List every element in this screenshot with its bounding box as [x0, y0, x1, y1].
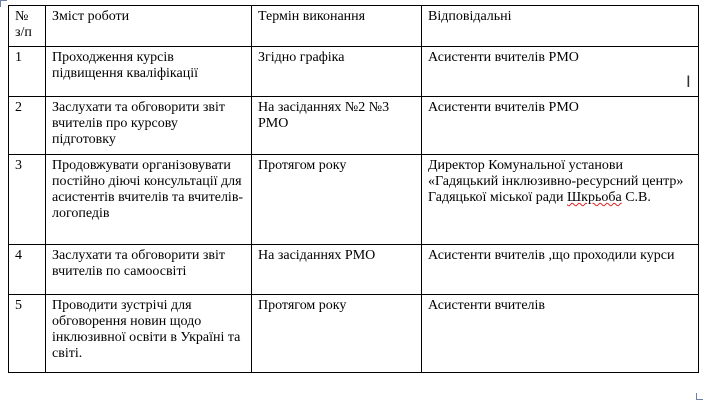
table-row: [9, 97, 699, 155]
cell-responsible[interactable]: Асистенти вчителів РМО: [422, 97, 699, 155]
cell-term[interactable]: Згідно графіка: [252, 47, 422, 97]
table-row: [9, 155, 699, 245]
spellcheck-flagged-name: Шкрьоба: [567, 190, 622, 205]
page-corner-marker: [0, 0, 7, 7]
cell-responsible[interactable]: Асистенти вчителів РМО: [422, 47, 699, 97]
cell-responsible[interactable]: Асистенти вчителів ,що проходили курси: [422, 245, 699, 295]
cell-content[interactable]: Продовжувати організовувати постійно діючі консультації для асистентів вчителів та вчителів-логопедів: [46, 155, 252, 245]
table-header-row: [9, 6, 699, 47]
header-content[interactable]: Зміст роботи: [46, 6, 252, 47]
cell-num[interactable]: 5: [9, 295, 46, 373]
cell-responsible[interactable]: [422, 155, 699, 245]
work-plan-table: [8, 5, 699, 373]
header-term[interactable]: Термін виконання: [252, 6, 422, 47]
cell-num[interactable]: 1: [9, 47, 46, 97]
end-of-table-marker: [696, 393, 703, 400]
table-row: [9, 295, 699, 373]
cell-term[interactable]: На засіданнях №2 №3 РМО: [252, 97, 422, 155]
cell-num[interactable]: 2: [9, 97, 46, 155]
cell-responsible[interactable]: Асистенти вчителів: [422, 295, 699, 373]
responsible-text: Директор Комунальної установи «Гадяцький інклюзивно-ресурсний центр» Гадяцької міської ради: [428, 158, 684, 205]
table-row: [9, 245, 699, 295]
cell-content[interactable]: Заслухати та обговорити звіт вчителів про курсову підготовку: [46, 97, 252, 155]
text-cursor-icon: I: [686, 72, 691, 91]
cell-content[interactable]: Заслухати та обговорити звіт вчителів по самоосвіті: [46, 245, 252, 295]
cell-term[interactable]: Протягом року: [252, 155, 422, 245]
responsible-initials: С.В.: [621, 190, 651, 205]
header-responsible[interactable]: Відповідальні: [422, 6, 699, 47]
cell-content[interactable]: Проходження курсів підвищення кваліфікації: [46, 47, 252, 97]
cell-num[interactable]: 3: [9, 155, 46, 245]
header-num[interactable]: № з/п: [9, 6, 46, 47]
cell-term[interactable]: Протягом року: [252, 295, 422, 373]
cell-term[interactable]: На засіданнях РМО: [252, 245, 422, 295]
cell-num[interactable]: 4: [9, 245, 46, 295]
table-row: [9, 47, 699, 97]
cell-content[interactable]: Проводити зустрічі для обговорення новин щодо інклюзивної освіти в Україні та світі.: [46, 295, 252, 373]
